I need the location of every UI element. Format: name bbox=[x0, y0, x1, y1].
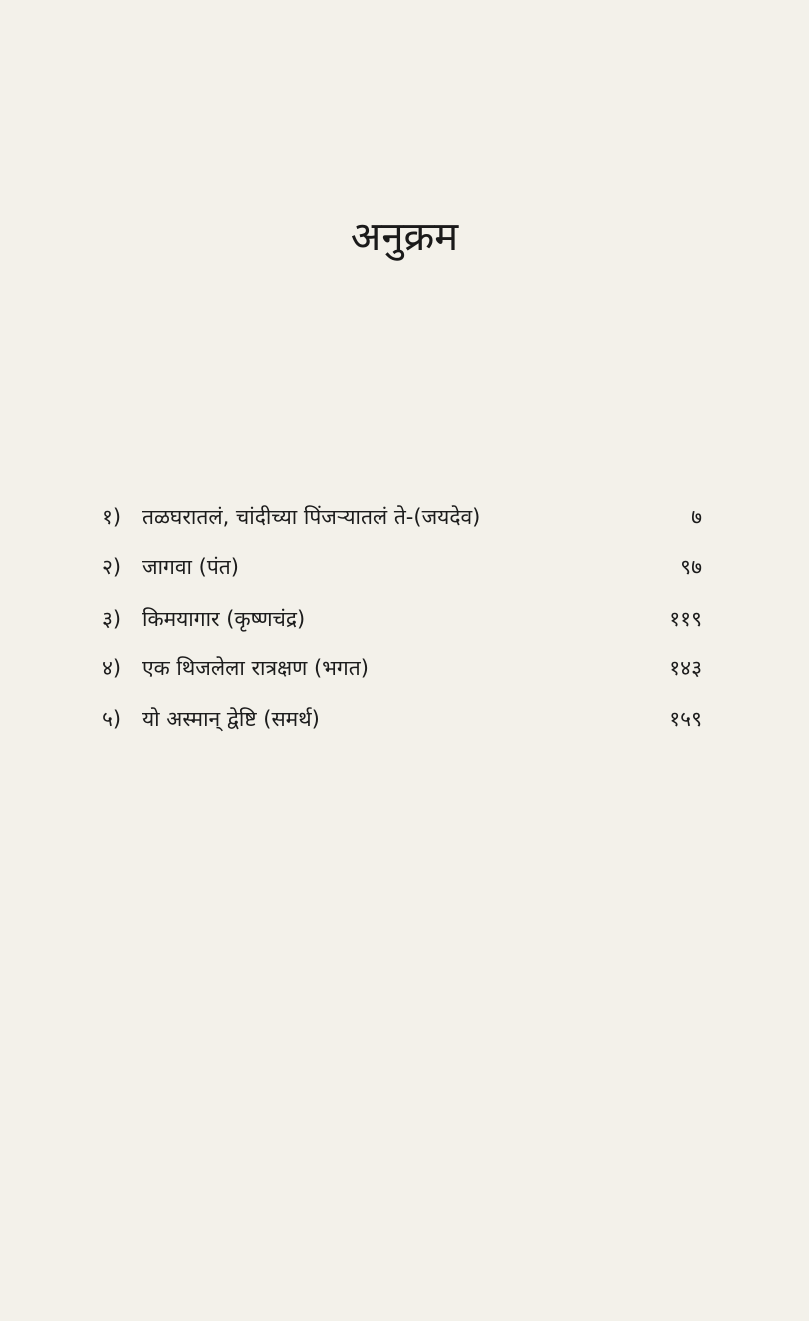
toc-entry bbox=[102, 651, 702, 685]
toc-entry bbox=[102, 550, 702, 584]
toc-entry-title: यो अस्मान् द्वेष्टि (समर्थ) bbox=[142, 707, 320, 731]
toc-entry-page: ९७ bbox=[680, 555, 702, 579]
toc-entry-number: २) bbox=[102, 555, 122, 579]
toc-entry-number: ५) bbox=[102, 707, 122, 731]
toc-entry-title: एक थिजलेला रात्रक्षण (भगत) bbox=[142, 656, 369, 680]
toc-entry-page: १५९ bbox=[669, 707, 702, 731]
toc-entry bbox=[102, 602, 702, 636]
page-title: अनुक्रम bbox=[350, 214, 459, 260]
toc-entry-title: तळघरातलं, चांदीच्या पिंजऱ्यातलं ते-(जयदेव) bbox=[142, 505, 481, 529]
toc-entry-number: ४) bbox=[102, 656, 122, 680]
toc-entry-page: १४३ bbox=[669, 656, 702, 680]
toc-entry bbox=[102, 702, 702, 736]
toc-entry-number: १) bbox=[102, 505, 122, 529]
toc-entry-page: ११९ bbox=[669, 607, 702, 631]
toc-entry-number: ३) bbox=[102, 607, 122, 631]
toc-entry bbox=[102, 500, 702, 534]
toc-entry-title: जागवा (पंत) bbox=[142, 555, 239, 579]
toc-entry-title: किमयागार (कृष्णचंद्र) bbox=[142, 607, 306, 631]
toc-entry-page: ७ bbox=[691, 505, 702, 529]
